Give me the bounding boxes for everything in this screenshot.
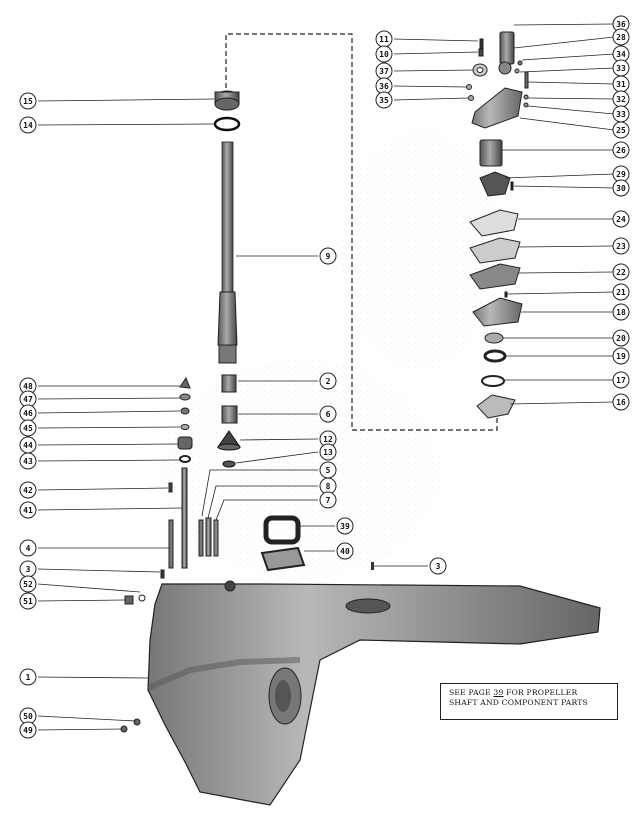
callout-24: [613, 211, 629, 227]
callout-number: 26: [616, 146, 626, 155]
part-6-bearing: [222, 406, 237, 423]
callout-32: [613, 91, 629, 107]
callout-number: 10: [379, 50, 389, 59]
callout-7: [320, 492, 336, 508]
callout-3: [20, 561, 36, 577]
callout-number: 3: [25, 565, 31, 574]
callout-number: 5: [325, 466, 331, 475]
callout-number: 41: [23, 506, 33, 515]
callout-number: 9: [325, 252, 331, 261]
callout-43: [20, 453, 36, 469]
callout-21: [613, 284, 629, 300]
callout-number: 24: [616, 215, 626, 224]
callout-35: [376, 92, 392, 108]
callout-26: [613, 142, 629, 158]
callout-23: [613, 238, 629, 254]
callout-number: 22: [616, 268, 626, 277]
note-line-2: SHAFT AND COMPONENT PARTS: [449, 698, 588, 708]
propeller-shaft-reference-note: [440, 683, 618, 720]
callout-37: [376, 63, 392, 79]
callout-13: [320, 444, 336, 460]
water-pump-parts: [467, 32, 529, 418]
callout-number: 8: [325, 482, 331, 491]
callout-number: 32: [616, 95, 626, 104]
callout-number: 39: [340, 522, 350, 531]
callout-number: 31: [616, 80, 626, 89]
callout-number: 13: [323, 448, 333, 457]
callout-number: 23: [616, 242, 626, 251]
callout-number: 4: [25, 544, 31, 553]
callout-31: [613, 76, 629, 92]
note-line-1: SEE PAGE 39 FOR PROPELLER: [449, 688, 578, 697]
callout-6: [320, 406, 336, 422]
callout-number: 16: [616, 398, 626, 407]
callout-46: [20, 405, 36, 421]
callout-51: [20, 593, 36, 609]
callout-25: [613, 122, 629, 138]
callout-39: [337, 518, 353, 534]
callout-number: 47: [23, 395, 33, 404]
callout-18: [613, 304, 629, 320]
callout-10: [376, 46, 392, 62]
callout-number: 51: [23, 597, 33, 606]
callout-20: [613, 330, 629, 346]
callout-number: 1: [25, 673, 31, 682]
callout-41: [20, 502, 36, 518]
callout-number: 44: [23, 441, 33, 450]
callout-44: [20, 437, 36, 453]
callout-14: [20, 117, 36, 133]
callout-number: 37: [379, 67, 389, 76]
callout-number: 48: [23, 382, 33, 391]
note-page-number: 39: [493, 688, 504, 697]
callout-49: [20, 722, 36, 738]
callout-5: [320, 462, 336, 478]
callout-17: [613, 372, 629, 388]
callout-number: 30: [616, 184, 626, 193]
callout-16: [613, 394, 629, 410]
callout-number: 19: [616, 352, 626, 361]
callout-number: 42: [23, 486, 33, 495]
callout-number: 45: [23, 424, 33, 433]
part-14-ring: [215, 118, 239, 130]
callout-3: [430, 558, 446, 574]
callout-22: [613, 264, 629, 280]
callout-33: [613, 60, 629, 76]
callout-number: 2: [325, 377, 331, 386]
callout-number: 6: [325, 410, 331, 419]
part-2-pinion: [222, 375, 236, 392]
callout-number: 20: [616, 334, 626, 343]
callout-number: 36: [616, 20, 626, 29]
callout-33: [613, 106, 629, 122]
callout-number: 11: [379, 35, 389, 44]
callout-number: 7: [325, 496, 331, 505]
callout-number: 25: [616, 126, 626, 135]
callout-42: [20, 482, 36, 498]
callout-9: [320, 248, 336, 264]
callout-number: 29: [616, 170, 626, 179]
part-9-drive-shaft: [218, 142, 237, 363]
callout-number: 17: [616, 376, 626, 385]
callout-number: 14: [23, 121, 33, 130]
callout-number: 52: [23, 580, 33, 589]
callout-40: [337, 543, 353, 559]
callout-11: [376, 31, 392, 47]
callout-number: 21: [616, 288, 626, 297]
callout-15: [20, 93, 36, 109]
callout-2: [320, 373, 336, 389]
callout-number: 36: [379, 82, 389, 91]
background-speckle: [160, 130, 500, 580]
callout-number: 35: [379, 96, 389, 105]
part-3-pin-right: [371, 562, 374, 570]
callout-number: 34: [616, 50, 626, 59]
callout-number: 33: [616, 110, 626, 119]
callout-number: 50: [23, 712, 33, 721]
callout-number: 49: [23, 726, 33, 735]
callout-number: 33: [616, 64, 626, 73]
part-13-washer: [223, 461, 235, 467]
callout-number: 18: [616, 308, 626, 317]
callout-number: 15: [23, 97, 33, 106]
callout-number: 40: [340, 547, 350, 556]
callout-number: 12: [323, 435, 333, 444]
callout-28: [613, 29, 629, 45]
callout-4: [20, 540, 36, 556]
callout-number: 43: [23, 457, 33, 466]
callout-45: [20, 420, 36, 436]
callout-52: [20, 576, 36, 592]
callout-number: 3: [435, 562, 441, 571]
callout-30: [613, 180, 629, 196]
callout-number: 28: [616, 33, 626, 42]
part-15-bearing: [215, 91, 239, 110]
callout-1: [20, 669, 36, 685]
callout-19: [613, 348, 629, 364]
callout-number: 46: [23, 409, 33, 418]
